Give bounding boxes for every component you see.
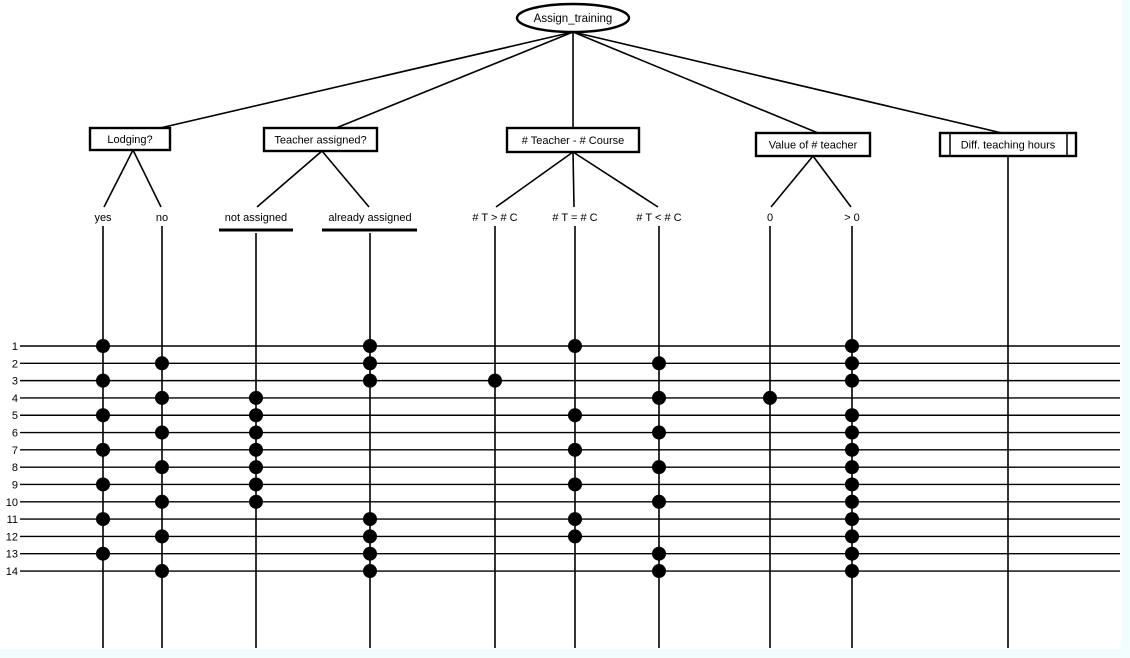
mark-dot-row9-not_assigned — [249, 477, 263, 491]
mark-dot-row5-gt_zero — [845, 408, 859, 422]
mark-dot-row3-already_assigned — [363, 374, 377, 388]
mark-dot-row13-yes — [96, 547, 110, 561]
row-label: 5 — [11, 410, 18, 423]
row-label: 7 — [11, 444, 18, 457]
mark-dot-row14-already_assigned — [363, 564, 377, 578]
mark-dot-row4-zero — [763, 391, 777, 405]
mark-dot-row6-no — [155, 426, 169, 440]
row-label: 14 — [5, 566, 18, 579]
mark-dot-row5-yes — [96, 408, 110, 422]
mark-dot-row8-gt_zero — [845, 460, 859, 474]
branch-lodging-to-no — [133, 150, 161, 207]
mark-dot-row3-gt_zero — [845, 374, 859, 388]
branch-root-to-lodging — [160, 32, 573, 128]
row-label: 4 — [11, 392, 18, 405]
leaf-label-no: no — [155, 212, 169, 224]
mark-dot-row11-already_assigned — [363, 512, 377, 526]
mark-dot-row8-no — [155, 460, 169, 474]
branch-teacher_assigned-to-already_assigned — [322, 151, 369, 207]
mark-dot-row12-gt_zero — [845, 529, 859, 543]
mark-dot-row10-t_lt_c — [652, 495, 666, 509]
mark-dot-row6-t_lt_c — [652, 426, 666, 440]
leaf-label-gt_zero: > 0 — [844, 212, 860, 224]
mark-dot-row2-gt_zero — [845, 356, 859, 370]
mark-dot-row4-no — [155, 391, 169, 405]
branch-root-to-teacher_assigned — [336, 32, 573, 128]
leaf-label-yes: yes — [94, 212, 112, 224]
mark-dot-row11-t_eq_c — [568, 512, 582, 526]
row-label: 12 — [5, 531, 18, 544]
leaf-label-zero: 0 — [766, 212, 774, 224]
attribute-label-teacher_course: # Teacher - # Course — [521, 135, 625, 147]
attribute-label-lodging: Lodging? — [107, 134, 153, 146]
mark-dot-row1-gt_zero — [845, 339, 859, 353]
mark-dot-row2-t_lt_c — [652, 356, 666, 370]
row-label: 2 — [11, 358, 18, 371]
branch-root-to-diff_hours — [573, 32, 1002, 133]
mark-dot-row5-not_assigned — [249, 408, 263, 422]
mark-dot-row7-gt_zero — [845, 443, 859, 457]
row-label: 6 — [11, 427, 18, 440]
branch-value_teacher-to-gt_zero — [813, 156, 851, 207]
mark-dot-row1-yes — [96, 339, 110, 353]
attribute-label-value_teacher: Value of # teacher — [768, 139, 858, 152]
mark-dot-row10-not_assigned — [249, 495, 263, 509]
mark-dot-row11-gt_zero — [845, 512, 859, 526]
mark-dot-row4-t_lt_c — [652, 391, 666, 405]
row-label: 9 — [11, 479, 18, 492]
row-label: 13 — [5, 548, 18, 561]
mark-dot-row6-not_assigned — [249, 426, 263, 440]
leaf-label-t_lt_c: # T < # C — [636, 212, 682, 224]
row-label: 8 — [11, 462, 18, 475]
row-label: 1 — [11, 341, 18, 353]
mark-dot-row3-t_gt_c — [488, 374, 502, 388]
branch-teacher_course-to-t_gt_c — [496, 152, 573, 207]
mark-dot-row13-already_assigned — [363, 547, 377, 561]
mark-dot-row2-already_assigned — [363, 356, 377, 370]
mark-dot-row8-t_lt_c — [652, 460, 666, 474]
branch-lodging-to-yes — [104, 150, 133, 207]
attribute-label-teacher_assigned: Teacher assigned? — [274, 134, 367, 147]
mark-dot-row2-no — [155, 356, 169, 370]
leaf-label-t_eq_c: # T = # C — [552, 212, 598, 224]
mark-dot-row14-gt_zero — [845, 564, 859, 578]
leaf-label-t_gt_c: # T > # C — [472, 212, 518, 224]
mark-dot-row12-already_assigned — [363, 529, 377, 543]
row-label: 10 — [5, 496, 18, 509]
branch-teacher_course-to-t_eq_c — [573, 152, 574, 207]
mark-dot-row7-t_eq_c — [568, 443, 582, 457]
branch-teacher_course-to-t_lt_c — [573, 152, 658, 207]
mark-dot-row14-t_lt_c — [652, 564, 666, 578]
mark-dot-row4-not_assigned — [249, 391, 263, 405]
mark-dot-row7-yes — [96, 443, 110, 457]
mark-dot-row6-gt_zero — [845, 426, 859, 440]
mark-dot-row5-t_eq_c — [568, 408, 582, 422]
mark-dot-row1-already_assigned — [363, 339, 377, 353]
mark-dot-row10-no — [155, 495, 169, 509]
branch-root-to-value_teacher — [573, 32, 818, 133]
mark-dot-row7-not_assigned — [249, 443, 263, 457]
mark-dot-row12-no — [155, 529, 169, 543]
mark-dot-row9-gt_zero — [845, 477, 859, 491]
root-node-label: Assign_training — [533, 13, 613, 25]
mark-dot-row13-gt_zero — [845, 547, 859, 561]
mark-dot-row9-yes — [96, 477, 110, 491]
row-label: 3 — [11, 375, 18, 388]
attribute-label-diff_hours: Diff. teaching hours — [960, 139, 1056, 152]
mark-dot-row12-t_eq_c — [568, 529, 582, 543]
mark-dot-row3-yes — [96, 374, 110, 388]
mark-dot-row10-gt_zero — [845, 495, 859, 509]
branch-value_teacher-to-zero — [771, 156, 813, 207]
row-label: 11 — [6, 514, 18, 527]
leaf-label-not_assigned: not assigned — [224, 212, 288, 224]
mark-dot-row8-not_assigned — [249, 460, 263, 474]
mark-dot-row14-no — [155, 564, 169, 578]
mark-dot-row9-t_eq_c — [568, 477, 582, 491]
mark-dot-row13-t_lt_c — [652, 547, 666, 561]
leaf-label-already_assigned: already assigned — [328, 212, 412, 224]
mark-dot-row11-yes — [96, 512, 110, 526]
mark-dot-row1-t_eq_c — [568, 339, 582, 353]
branch-teacher_assigned-to-not_assigned — [257, 151, 322, 207]
